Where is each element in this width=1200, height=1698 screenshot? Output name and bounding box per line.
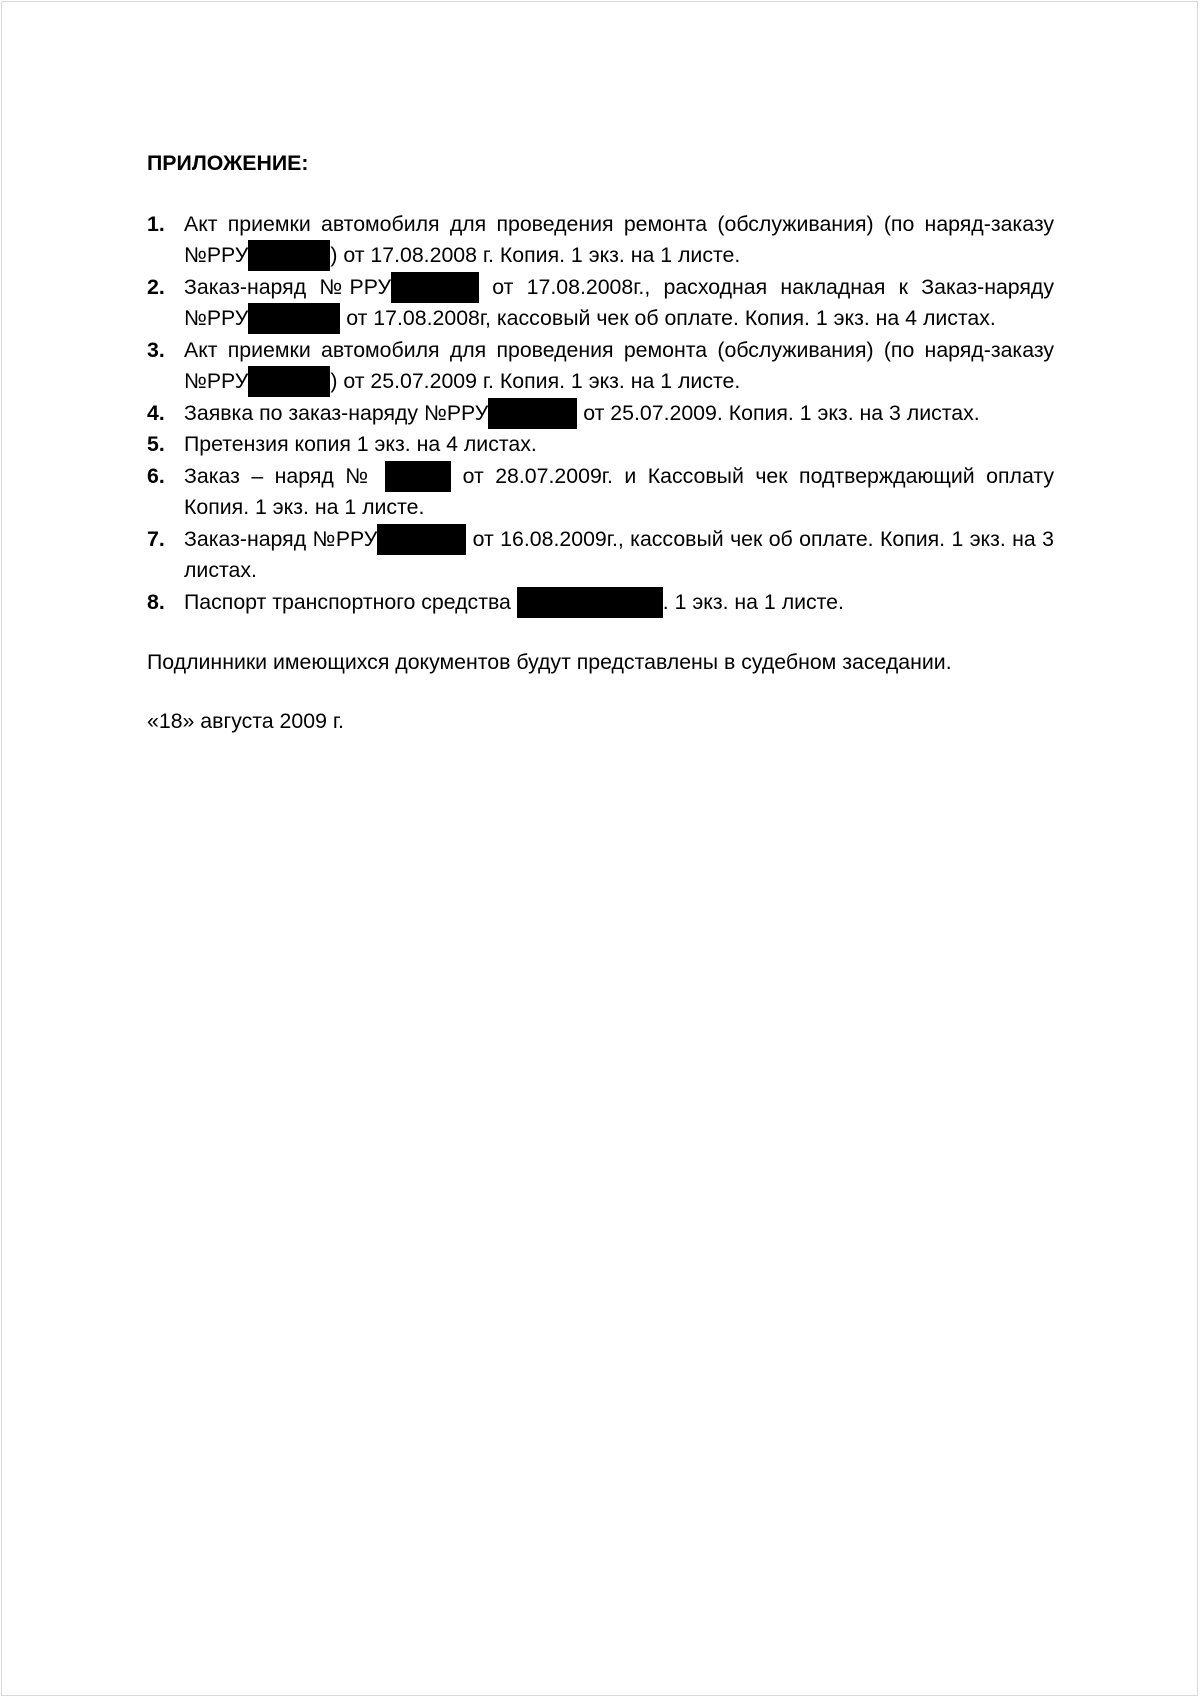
appendix-heading: ПРИЛОЖЕНИЕ: — [147, 151, 309, 175]
item-text: от 28.07.2009г. и Кассовый чек подтверждающий оплату Копия. 1 экз. на 1 листе. — [184, 463, 1054, 519]
document-body — [147, 148, 1054, 737]
item-text: Заказ-наряд №РРУ — [184, 526, 378, 551]
item-number: 5. — [147, 432, 165, 456]
item-text: Заказ-наряд №РРУ — [184, 274, 392, 299]
item-number: 3. — [147, 337, 165, 362]
redaction-box — [248, 303, 340, 334]
item-text: ) от 25.07.2009 г. Копия. 1 экз. на 1 листе. — [330, 369, 741, 393]
item-text: Заказ – наряд № — [184, 463, 386, 488]
redaction-box — [517, 587, 663, 618]
item-text: Заявка по заказ-наряду №РРУ — [184, 400, 489, 425]
item-number: 1. — [147, 211, 165, 236]
appendix-item-4 — [147, 398, 1054, 430]
item-text: Акт приемки автомобиля для проведения ремонта (обслуживания) (по наряд-заказу №РРУ — [184, 211, 1054, 267]
redaction-box — [248, 240, 330, 271]
item-text: от 16.08.2009г., кассовый чек об оплате. Копия. 1 экз. на 3 листах. — [184, 526, 1055, 582]
appendix-item-8 — [147, 587, 1054, 619]
item-text: Паспорт транспортного средства — [184, 589, 517, 614]
redaction-box — [488, 398, 577, 429]
appendix-item-2 — [147, 272, 1054, 335]
item-text: ) от 17.08.2008 г. Копия. 1 экз. на 1 листе. — [330, 243, 741, 267]
appendix-list — [147, 209, 1054, 619]
item-number: 7. — [147, 526, 165, 551]
document-date: «18» августа 2009 г. — [147, 708, 344, 733]
item-text: Акт приемки автомобиля для проведения ремонта (обслуживания) (по наряд-заказу №РРУ — [184, 337, 1054, 393]
item-number: 2. — [147, 274, 165, 299]
item-number: 4. — [147, 400, 165, 425]
appendix-item-7 — [147, 524, 1054, 587]
appendix-item-5 — [147, 429, 1054, 461]
document-page — [1, 1, 1198, 1696]
item-text: Претензия копия 1 экз. на 4 листах. — [184, 432, 537, 456]
redaction-box — [377, 524, 466, 555]
item-text: от 17.08.2008г, кассовый чек об оплате. Копия. 1 экз. на 4 листах. — [340, 306, 996, 330]
originals-note: Подлинники имеющихся документов будут представлены в судебном заседании. — [147, 650, 952, 674]
appendix-item-1 — [147, 209, 1054, 272]
item-number: 6. — [147, 463, 165, 488]
item-text: от 25.07.2009. Копия. 1 экз. на 3 листах. — [577, 400, 980, 425]
appendix-item-6 — [147, 461, 1054, 524]
item-text: . 1 экз. на 1 листе. — [662, 589, 844, 614]
item-number: 8. — [147, 589, 165, 614]
redaction-box — [385, 461, 451, 492]
redaction-box — [248, 366, 330, 397]
item-text: от 17.08.2008г., расходная накладная к Заказ-наряду №РРУ — [184, 274, 1055, 330]
redaction-box — [391, 272, 479, 303]
appendix-item-3 — [147, 335, 1054, 398]
